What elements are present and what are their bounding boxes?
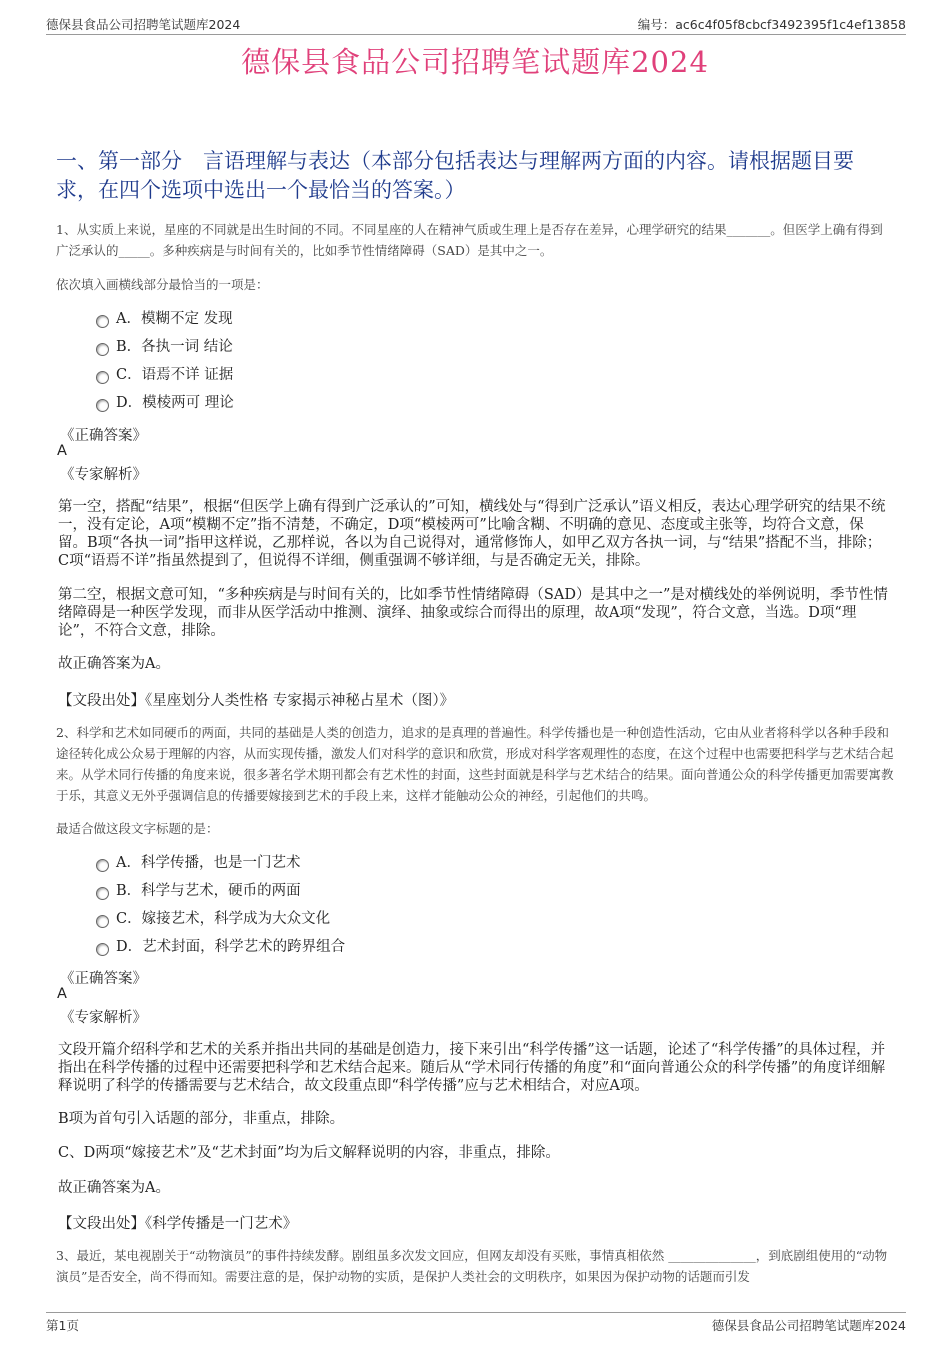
section-heading: 一、第一部分 言语理解与表达（本部分包括表达与理解两方面的内容。请根据题目要求，在四个选项中选出一个最恰当的答案。） (56, 149, 854, 202)
header-doc-id: 编号：ac6c4f05f8cbcf3492395f1c4ef13858 (637, 17, 906, 32)
q1-option-a[interactable]: A．模糊不定 发现 (96, 308, 233, 330)
q2-option-a[interactable]: A．科学传播，也是一门艺术 (96, 852, 300, 874)
q1-source: 【文段出处】《星座划分人类性格 专家揭示神秘占星术（图）》 (58, 693, 455, 709)
radio-icon[interactable] (96, 859, 109, 872)
radio-icon[interactable] (96, 399, 109, 412)
q2-answer-label: 《正确答案》 (60, 971, 147, 987)
q1-analysis-label: 《专家解析》 (60, 467, 147, 483)
question-1-text: 1、从实质上来说，星座的不同就是出生时间的不同。不同星座的人在精神气质或生理上是否存在差异，心理学研究的结果_______。但医学上确有得到广泛承认的_____。多种疾病是与时间有关的，比如季节性情绪障碍（SAD）是其中之一。 (56, 222, 883, 258)
question-1-prompt: 依次填入画横线部分最恰当的一项是： (56, 277, 269, 292)
radio-icon[interactable] (96, 315, 109, 328)
radio-icon[interactable] (96, 915, 109, 928)
q2-source: 【文段出处】《科学传播是一门艺术》 (58, 1216, 298, 1232)
q2-analysis-paragraph: B项为首句引入话题的部分，非重点，排除。 (58, 1111, 345, 1127)
question-2-prompt: 最适合做这段文字标题的是： (56, 821, 219, 836)
radio-icon[interactable] (96, 343, 109, 356)
question-3-text: 3、最近，某电视剧关于“动物演员”的事件持续发酵。剧组虽多次发文回应，但网友却没有买账，事情真相依然 ______________，到底剧组使用的“动物演员”是否安全，尚不得而知。需要注意的是，保护动物的实质，是保护人类社会的文明秩序，如果因为保护动物的话题而引发 (56, 1248, 888, 1284)
radio-icon[interactable] (96, 943, 109, 956)
q1-answer: A (57, 443, 67, 459)
q2-analysis-paragraph: 文段开篇介绍科学和艺术的关系并指出共同的基础是创造力，接下来引出“科学传播”这一话题，论述了“科学传播”的具体过程，并指出在科学传播的过程中还需要把科学和艺术结合起来。随后从“学术同行传播的角度”和“面向普通公众的科学传播”的角度详细解释说明了科学的传播需要与艺术结合，故文段重点即“科学传播”应与艺术相结合，对应A项。 (58, 1042, 886, 1094)
q2-analysis-paragraph: 故正确答案为A。 (58, 1180, 170, 1196)
q1-answer-label: 《正确答案》 (60, 428, 147, 444)
question-2-text: 2、科学和艺术如同硬币的两面，共同的基础是人类的创造力，追求的是真理的普遍性。科学传播也是一种创造性活动，它由从业者将科学以各种手段和途径转化成公众易于理解的内容，从而实现传播，激发人们对科学的意识和欣赏，形成对科学客观理性的态度，在这个过程中也需要把科学与艺术结合起来。从学术同行传播的角度来说，很多著名学术期刊都会有艺术性的封面，这些封面就是科学与艺术结合的结果。面向普通公众的科学传播更加需要寓教于乐，其意义无外乎强调信息的传播要嫁接到艺术的手段上来，这样才能触动公众的神经，引起他们的共鸣。 (56, 725, 894, 803)
page-footer (46, 1312, 906, 1335)
q2-option-b[interactable]: B．科学与艺术，硬币的两面 (96, 880, 301, 902)
document-title: 德保县食品公司招聘笔试题库2024 (241, 45, 709, 79)
radio-icon[interactable] (96, 371, 109, 384)
q2-answer: A (57, 986, 67, 1002)
q2-analysis-label: 《专家解析》 (60, 1010, 147, 1026)
page-header (46, 12, 906, 35)
page-number: 第1页 (46, 1318, 79, 1333)
q1-option-b[interactable]: B．各执一词 结论 (96, 336, 233, 358)
header-title: 德保县食品公司招聘笔试题库2024 (46, 17, 241, 32)
q1-option-d[interactable]: D．模棱两可 理论 (96, 392, 234, 414)
q2-option-d[interactable]: D．艺术封面，科学艺术的跨界组合 (96, 936, 345, 958)
footer-title: 德保县食品公司招聘笔试题库2024 (711, 1318, 906, 1333)
q1-option-c[interactable]: C．语焉不详 证据 (96, 364, 233, 386)
q1-analysis-paragraph: 第一空，搭配“结果”，根据“但医学上确有得到广泛承认的”可知，横线处与“得到广泛承认”语义相反，表达心理学研究的结果不统一，没有定论，A项“模糊不定”指不清楚，不确定，D项“模棱两可”比喻含糊、不明确的意见、态度或主张等，均符合文意，保留。B项“各执一词”指甲这样说，乙那样说，各以为自己说得对，通常修饰人，如甲乙双方各执一词，与“结果”搭配不当，排除；C项“语焉不详”指虽然提到了，但说得不详细，侧重强调不够详细，与是否确定无关，排除。 (58, 499, 886, 569)
q1-analysis-paragraph: 故正确答案为A。 (58, 656, 170, 672)
q1-analysis-paragraph: 第二空，根据文意可知，“多种疾病是与时间有关的，比如季节性情绪障碍（SAD）是其中之一”是对横线处的举例说明，季节性情绪障碍是一种医学发现，而非从医学活动中推测、演绎、抽象或综合而得出的原理，故A项“发现”，符合文意，当选。D项“理论”，不符合文意，排除。 (58, 587, 888, 639)
q2-analysis-paragraph: C、D两项“嫁接艺术”及“艺术封面”均为后文解释说明的内容，非重点，排除。 (58, 1145, 560, 1161)
q2-option-c[interactable]: C．嫁接艺术，科学成为大众文化 (96, 908, 330, 930)
radio-icon[interactable] (96, 887, 109, 900)
